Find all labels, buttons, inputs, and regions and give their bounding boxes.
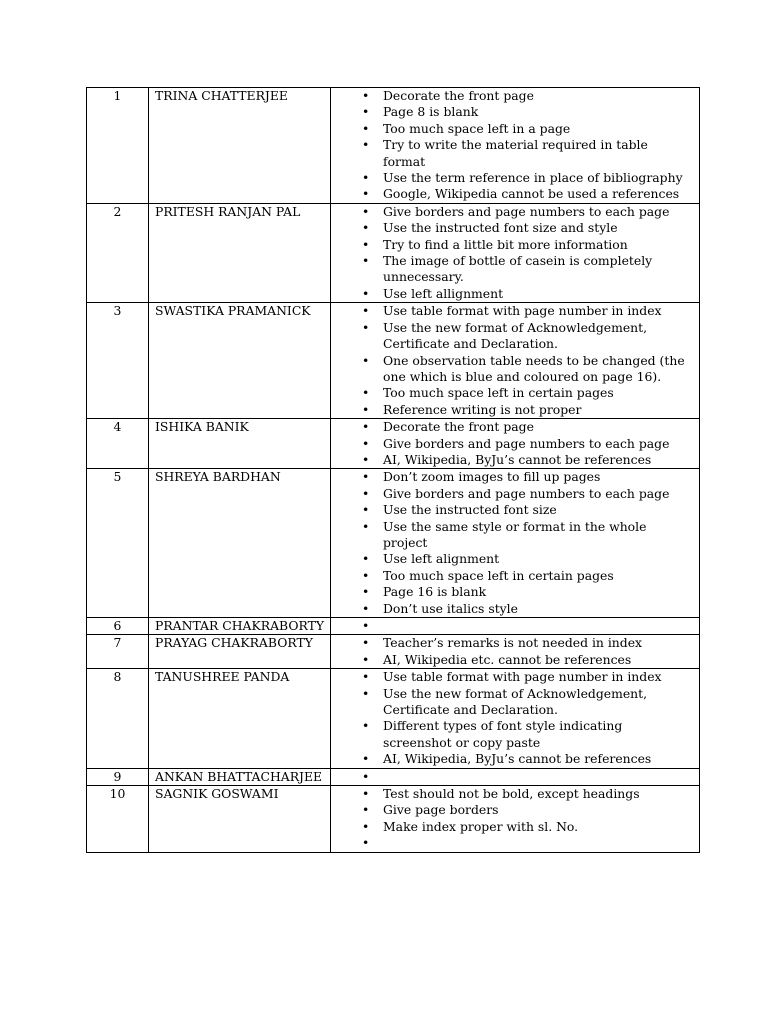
remark-item: • Give borders and page numbers to each page bbox=[331, 436, 689, 452]
remark-item: • AI, Wikipedia, ByJu’s cannot be references bbox=[331, 452, 689, 468]
student-name-cell: TANUSHREE PANDA bbox=[149, 669, 331, 768]
serial-number-cell: 5 bbox=[87, 469, 149, 618]
remark-item: • Use the same style or format in the whole project bbox=[331, 519, 689, 552]
remark-item: • Give borders and page numbers to each page bbox=[331, 204, 689, 220]
remark-item: • Decorate the front page bbox=[331, 419, 689, 435]
student-name-cell: PRANTAR CHAKRABORTY bbox=[149, 618, 331, 635]
remark-item: • Use the instructed font size bbox=[331, 502, 689, 518]
student-name-cell: PRAYAG CHAKRABORTY bbox=[149, 635, 331, 669]
remark-item: • Don’t use italics style bbox=[331, 601, 689, 617]
remark-item: • Try to write the material required in table format bbox=[331, 137, 689, 170]
remark-item: • Use table format with page number in index bbox=[331, 669, 689, 685]
remarks-cell bbox=[331, 618, 700, 635]
table-row bbox=[87, 303, 700, 419]
remark-item: • Page 16 is blank bbox=[331, 584, 689, 600]
remarks-list bbox=[331, 635, 689, 668]
remark-item: • AI, Wikipedia etc. cannot be references bbox=[331, 652, 689, 668]
remarks-cell bbox=[331, 469, 700, 618]
remark-item bbox=[331, 618, 689, 634]
remark-item: • Make index proper with sl. No. bbox=[331, 819, 689, 835]
remarks-list bbox=[331, 669, 689, 767]
remark-item: • Use the new format of Acknowledgement, Certificate and Declaration. bbox=[331, 686, 689, 719]
remarks-list bbox=[331, 88, 689, 203]
remark-item: • Teacher’s remarks is not needed in index bbox=[331, 635, 689, 651]
table-row bbox=[87, 768, 700, 785]
remark-item: • One observation table needs to be changed (the one which is blue and coloured on page 16). bbox=[331, 353, 689, 386]
remarks-cell bbox=[331, 635, 700, 669]
serial-number-cell: 9 bbox=[87, 768, 149, 785]
table-row bbox=[87, 469, 700, 618]
remark-item: • Reference writing is not proper bbox=[331, 402, 689, 418]
remark-item: • Give page borders bbox=[331, 802, 689, 818]
remark-item: • Too much space left in a page bbox=[331, 121, 689, 137]
serial-number-cell: 8 bbox=[87, 669, 149, 768]
serial-number-cell: 6 bbox=[87, 618, 149, 635]
remarks-cell bbox=[331, 786, 700, 853]
remark-item: • Page 8 is blank bbox=[331, 104, 689, 120]
remarks-cell bbox=[331, 669, 700, 768]
remarks-cell bbox=[331, 203, 700, 302]
remark-item: • Use the term reference in place of bibliography bbox=[331, 170, 689, 186]
student-name-cell: SWASTIKA PRAMANICK bbox=[149, 303, 331, 419]
student-name-cell: SAGNIK GOSWAMI bbox=[149, 786, 331, 853]
table-row bbox=[87, 203, 700, 302]
serial-number-cell: 3 bbox=[87, 303, 149, 419]
remark-item: • Decorate the front page bbox=[331, 88, 689, 104]
remarks-list bbox=[331, 204, 689, 302]
student-name-cell: ISHIKA BANIK bbox=[149, 419, 331, 469]
remarks-cell bbox=[331, 88, 700, 204]
table-row bbox=[87, 88, 700, 204]
remark-item bbox=[331, 835, 689, 851]
remark-item: • Different types of font style indicating screenshot or copy paste bbox=[331, 718, 689, 751]
remark-item: • Google, Wikipedia cannot be used a references bbox=[331, 186, 689, 202]
remarks-list bbox=[331, 303, 689, 418]
table-row bbox=[87, 618, 700, 635]
remark-item: • Give borders and page numbers to each page bbox=[331, 486, 689, 502]
remark-item: • Too much space left in certain pages bbox=[331, 385, 689, 401]
remark-item: • Test should not be bold, except headings bbox=[331, 786, 689, 802]
feedback-table bbox=[86, 87, 700, 853]
remarks-list bbox=[331, 419, 689, 468]
remark-item bbox=[331, 769, 689, 785]
remark-item: • Too much space left in certain pages bbox=[331, 568, 689, 584]
remark-item: • Use the instructed font size and style bbox=[331, 220, 689, 236]
feedback-table-body bbox=[87, 88, 700, 853]
serial-number-cell: 4 bbox=[87, 419, 149, 469]
remarks-list bbox=[331, 618, 689, 634]
serial-number-cell: 7 bbox=[87, 635, 149, 669]
serial-number-cell: 10 bbox=[87, 786, 149, 853]
remark-item: • Use left alignment bbox=[331, 551, 689, 567]
serial-number-cell: 2 bbox=[87, 203, 149, 302]
table-row bbox=[87, 786, 700, 853]
remark-item: • Use the new format of Acknowledgement, Certificate and Declaration. bbox=[331, 320, 689, 353]
table-row bbox=[87, 669, 700, 768]
remarks-list bbox=[331, 469, 689, 617]
remark-item: • Try to find a little bit more information bbox=[331, 237, 689, 253]
remark-item: • AI, Wikipedia, ByJu’s cannot be references bbox=[331, 751, 689, 767]
remark-item: • Use table format with page number in index bbox=[331, 303, 689, 319]
remark-item: • Use left allignment bbox=[331, 286, 689, 302]
remarks-list bbox=[331, 786, 689, 852]
remarks-cell bbox=[331, 419, 700, 469]
remark-item: • The image of bottle of casein is completely unnecessary. bbox=[331, 253, 689, 286]
table-row bbox=[87, 419, 700, 469]
student-name-cell: TRINA CHATTERJEE bbox=[149, 88, 331, 204]
student-name-cell: ANKAN BHATTACHARJEE bbox=[149, 768, 331, 785]
remark-item: • Don’t zoom images to fill up pages bbox=[331, 469, 689, 485]
student-name-cell: PRITESH RANJAN PAL bbox=[149, 203, 331, 302]
remarks-cell bbox=[331, 303, 700, 419]
remarks-list bbox=[331, 769, 689, 785]
table-row bbox=[87, 635, 700, 669]
student-name-cell: SHREYA BARDHAN bbox=[149, 469, 331, 618]
serial-number-cell: 1 bbox=[87, 88, 149, 204]
remarks-cell bbox=[331, 768, 700, 785]
